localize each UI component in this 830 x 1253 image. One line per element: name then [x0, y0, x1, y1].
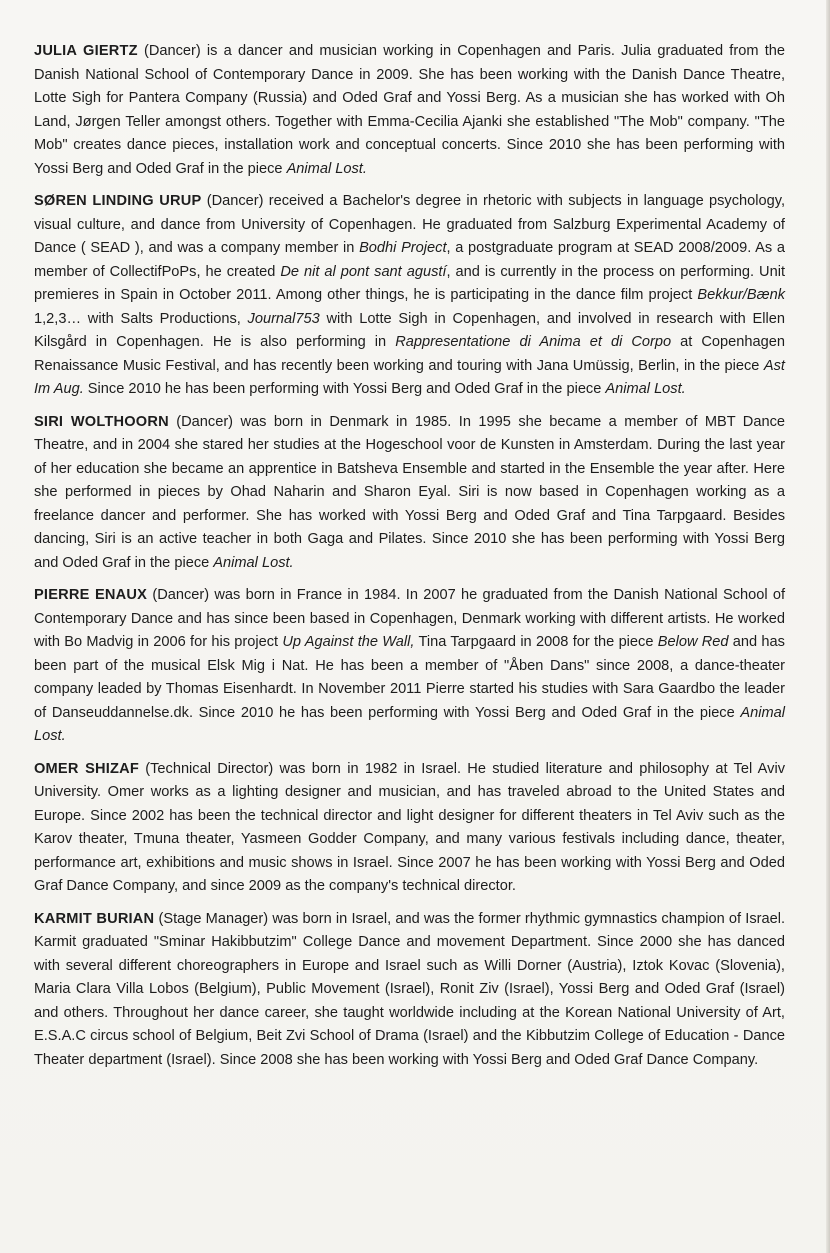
- bio-italic-title: Rappresentatione di Anima et di Corpo: [395, 334, 672, 350]
- bio-italic-title: Animal Lost.: [34, 704, 785, 744]
- bio-text: 1,2,3… with Salts Productions,: [34, 310, 248, 327]
- page-edge-shadow: [826, 0, 830, 1253]
- bio-italic-title: Animal Lost.: [605, 381, 686, 397]
- bio-name: SØREN LINDING URUP: [34, 193, 202, 209]
- bio-name: JULIA GIERTZ: [34, 43, 138, 59]
- bio-text: (Technical Director) was born in 1982 in Israel. He studied literature and philosophy at Tel Aviv University. Omer works as a lighting designer and musician, and has traveled abroad to the United States and Europe. Since 2002 has been the technical director and light designer for different theaters in Tel Aviv such as the Karov theater, Tmuna theater, Yasmeen Godder Company, and many various festivals including dance, theater, performance art, exhibitions and music shows in Israel. Since 2007 he has been working with Yossi Berg and Oded Graf Dance Company, and since 2009 as the company's technical director.: [34, 760, 785, 894]
- bio-name: OMER SHIZAF: [34, 760, 139, 777]
- bio-paragraph: [34, 758, 785, 899]
- bio-text: (Stage Manager) was born in Israel, and was the former rhythmic gymnastics champion of Israel. Karmit graduated "Sminar Hakibbutzim" College Dance and movement Department. Since 2000 she has danced with several different choreographers in Europe and Israel such as Willi Dorner (Austria), Iztok Kovac (Slovenia), Maria Clara Villa Lobos (Belgium), Public Movement (Israel), Ronit Ziv (Israel), Yossi Berg and Oded Graf (Israel) and others. Throughout her dance career, she taught worldwide including at the Korean National University of Art, E.S.A.C circus school of Belgium, Beit Zvi School of Drama (Israel) and the Kibbutzim College of Education - Dance Theater department (Israel). Since 2008 she has been working with Yossi Berg and Oded Graf Dance Company.: [34, 910, 785, 1068]
- bio-italic-title: De nit al pont sant agustí: [280, 263, 447, 280]
- bio-italic-title: Bekkur/Bænk: [697, 287, 785, 303]
- bio-italic-title: Journal753: [247, 310, 320, 327]
- bio-italic-title: Animal Lost.: [286, 160, 367, 177]
- bio-paragraph: [34, 190, 785, 402]
- bio-text: (Dancer) is a dancer and musician working in Copenhagen and Paris. Julia graduated from the Danish National School of Contemporary Dance in 2009. She has been working with the Danish Dance Theatre, Lotte Sigh for Pantera Company (Russia) and Oded Graf and Yossi Berg. As a musician she has worked with Oh Land, Jørgen Teller amongst others. Together with Emma-Cecilia Ajanki she established "The Mob" company. "The Mob" creates dance pieces, installation work and conceptual concerts. Since 2010 she has been performing with Yossi Berg and Oded Graf in the piece: [34, 43, 785, 177]
- bio-paragraph: [34, 908, 785, 1073]
- bio-italic-title: Below Red: [657, 634, 729, 650]
- bio-italic-title: Animal Lost.: [213, 554, 294, 571]
- bio-text: and has been part of the musical Elsk Mig i Nat. He has been a member of "Åben Dans" since 2008, a dance-theater company leaded by Thomas Eisenhardt. In November 2011 Pierre started his studies with Sara Gaardbo the leader of Danseuddannelse.dk. Since 2010 he has been performing with Yossi Berg and Oded Graf in the piece: [34, 634, 785, 721]
- bio-text: with Lotte Sigh in Copenhagen, and involved in research with Ellen Kilsgård in Copenhagen. He is also performing in: [34, 310, 785, 350]
- bio-italic-title: Up Against the Wall,: [282, 634, 415, 650]
- bio-italic-title: Bodhi Project: [359, 240, 447, 256]
- bio-name: PIERRE ENAUX: [34, 587, 148, 603]
- bio-text: , and is currently in the process on performing. Unit premieres in Spain in October 2011. Among other things, he is participating in the dance film project: [34, 263, 785, 303]
- bio-text: at Copenhagen Renaissance Music Festival, and has recently been working and touring with Jana Umüssig, Berlin, in the piece: [34, 334, 785, 374]
- bio-name: SIRI WOLTHOORN: [34, 413, 169, 430]
- bio-text: (Dancer) received a Bachelor's degree in rhetoric with subjects in language psychology, visual culture, and dance from University of Copenhagen. He graduated from Salzburg Experimental Academy of Dance ( SEAD ), and was a company member in: [34, 193, 786, 256]
- bio-text: (Dancer) was born in Denmark in 1985. In 1995 she became a member of MBT Dance Theatre, and in 2004 she stared her studies at the Hogeschool voor de Kunsten in Amsterdam. During the last year of her education she became an apprentice in Batsheva Ensemble and started in the Ensemble the year after. Here she performed in pieces by Ohad Naharin and Sharon Eyal. Siri is now based in Copenhagen working as a freelance dancer and performer. She has worked with Yossi Berg and Oded Graf and Tina Tarpgaard. Besides dancing, Siri is an active teacher in both Gaga and Pilates. Since 2010 she has been performing with Yossi Berg and Oded Graf in the piece: [34, 413, 785, 571]
- bio-list: [34, 40, 785, 1081]
- bio-paragraph: [34, 40, 785, 181]
- bio-text: (Dancer) was born in France in 1984. In 2007 he graduated from the Danish National School of Contemporary Dance and has since been based in Copenhagen, Denmark working with different artists. He worked with Bo Madvig in 2006 for his project: [34, 587, 785, 650]
- bio-paragraph: [34, 584, 785, 749]
- bio-text: Tina Tarpgaard in 2008 for the piece: [414, 634, 658, 650]
- bio-paragraph: [34, 411, 785, 576]
- bio-name: KARMIT BURIAN: [34, 910, 155, 927]
- bio-italic-title: Ast Im Aug.: [34, 357, 785, 397]
- bio-text: , a postgraduate program at SEAD 2008/2009. As a member of CollectifPoPs, he created: [34, 240, 785, 280]
- bio-text: Since 2010 he has been performing with Yossi Berg and Oded Graf in the piece: [83, 381, 606, 397]
